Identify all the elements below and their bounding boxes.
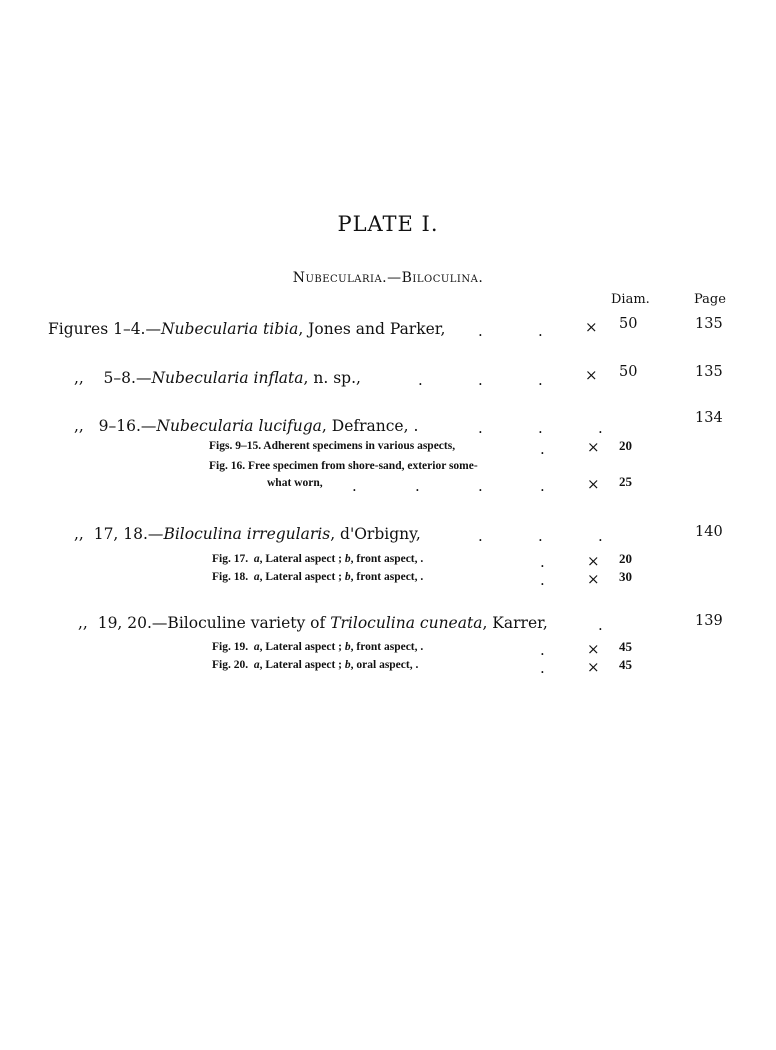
fig-desc: , Lateral aspect ; (259, 641, 345, 653)
entry-2-rest: , n. sp., (303, 369, 361, 387)
entry-4-species: Biloculina irregularis (163, 525, 331, 543)
entry-3-page: 134 (695, 410, 723, 426)
leader-dot: . (540, 641, 545, 659)
entry-3-sub-2: Fig. 16. Free specimen from shore-sand, exterior some- (209, 460, 478, 472)
times-sign: × (587, 475, 600, 493)
leader-dot: . (352, 477, 357, 495)
times-sign: × (587, 552, 600, 570)
fig-label: Fig. 20. (212, 659, 249, 671)
entry-1-prefix: Figures 1–4.— (48, 320, 161, 338)
leader-dot: . (540, 553, 545, 571)
times-sign: × (587, 438, 600, 456)
entry-3-prefix: ,, 9–16.— (74, 417, 157, 435)
leader-dot: . (478, 371, 483, 389)
fig-part-b: b (344, 553, 351, 565)
fig-part-b: b (344, 571, 351, 583)
fig-desc: , Lateral aspect ; (259, 571, 345, 583)
entry-4-sub-1 (212, 553, 423, 565)
diam-column-header: Diam. (611, 292, 650, 307)
fig-desc: , Lateral aspect ; (259, 659, 345, 671)
page-column-header: Page (694, 292, 726, 307)
leader-dot: . (598, 616, 603, 634)
entry-2-prefix: ,, 5–8.— (74, 369, 152, 387)
fig-part-a: a (253, 659, 260, 671)
leader-dot: . (540, 659, 545, 677)
entry-5-sub-1-diam: 45 (619, 639, 632, 654)
entry-4-page: 140 (695, 524, 723, 540)
entry-3-sub-1: Figs. 9–15. Adherent specimens in various aspects, (209, 440, 456, 452)
entry-3-sub-3: what worn, (267, 477, 323, 489)
fig-part-b: b (344, 641, 351, 653)
entry-4-sub-2-diam: 30 (619, 569, 632, 584)
entry-2-diam: 50 (619, 364, 638, 380)
leader-dot: . (540, 440, 545, 458)
entry-5-prefix: ,, 19, 20.—Biloculine variety of (78, 614, 331, 632)
leader-dot: . (538, 527, 543, 545)
entry-3-title (74, 417, 418, 435)
leader-dot: . (598, 419, 603, 437)
entry-3-rest: , Defrance, . (321, 417, 419, 435)
fig-label: Fig. 17. (212, 553, 249, 565)
entry-2-page: 135 (695, 364, 723, 380)
times-sign: × (585, 318, 598, 336)
leader-dot: . (540, 571, 545, 589)
fig-desc: , oral aspect, . (350, 659, 419, 671)
plate-title: PLATE I. (337, 212, 439, 236)
fig-part-b: b (344, 659, 351, 671)
entry-3-sub-3-diam: 25 (619, 474, 632, 489)
entry-1-page: 135 (695, 316, 723, 332)
leader-dot: . (478, 527, 483, 545)
leader-dot: . (538, 419, 543, 437)
fig-desc: , front aspect, . (350, 641, 424, 653)
entry-4-sub-1-diam: 20 (619, 551, 632, 566)
entry-4-rest: , d'Orbigny, (330, 525, 421, 543)
entry-5-sub-2-diam: 45 (619, 657, 632, 672)
entry-5-species: Triloculina cuneata (330, 614, 483, 632)
fig-part-a: a (253, 571, 260, 583)
leader-dot: . (415, 477, 420, 495)
fig-part-a: a (253, 641, 260, 653)
entry-2-title (74, 369, 361, 387)
leader-dot: . (538, 322, 543, 340)
entry-1-species: Nubecularia tibia (160, 320, 299, 338)
entry-5-page: 139 (695, 613, 723, 629)
leader-dot: . (418, 371, 423, 389)
leader-dot: . (540, 477, 545, 495)
fig-label: Fig. 18. (212, 571, 249, 583)
entry-5-sub-2 (212, 659, 418, 671)
fig-desc: , Lateral aspect ; (259, 553, 345, 565)
leader-dot: . (478, 322, 483, 340)
entry-1-title (48, 320, 445, 338)
plate-subtitle: Nubecularia.—Biloculina. (292, 270, 484, 286)
entry-5-rest: , Karrer, (482, 614, 548, 632)
times-sign: × (587, 570, 600, 588)
entry-4-prefix: ,, 17, 18.— (74, 525, 164, 543)
entry-3-species: Nubecularia lucifuga (156, 417, 322, 435)
entry-1-diam: 50 (619, 316, 638, 332)
entry-3-sub-1-diam: 20 (619, 438, 632, 453)
fig-label: Fig. 19. (212, 641, 249, 653)
entry-2-species: Nubecularia inflata (151, 369, 304, 387)
fig-part-a: a (253, 553, 260, 565)
entry-5-title (78, 614, 548, 632)
leader-dot: . (598, 527, 603, 545)
fig-desc: , front aspect, . (350, 571, 424, 583)
entry-4-title (74, 525, 421, 543)
fig-desc: , front aspect, . (350, 553, 424, 565)
entry-4-sub-2 (212, 571, 423, 583)
times-sign: × (585, 366, 598, 384)
leader-dot: . (478, 477, 483, 495)
times-sign: × (587, 658, 600, 676)
entry-1-rest: , Jones and Parker, (298, 320, 446, 338)
leader-dot: . (478, 419, 483, 437)
times-sign: × (587, 640, 600, 658)
leader-dot: . (538, 371, 543, 389)
entry-5-sub-1 (212, 641, 423, 653)
